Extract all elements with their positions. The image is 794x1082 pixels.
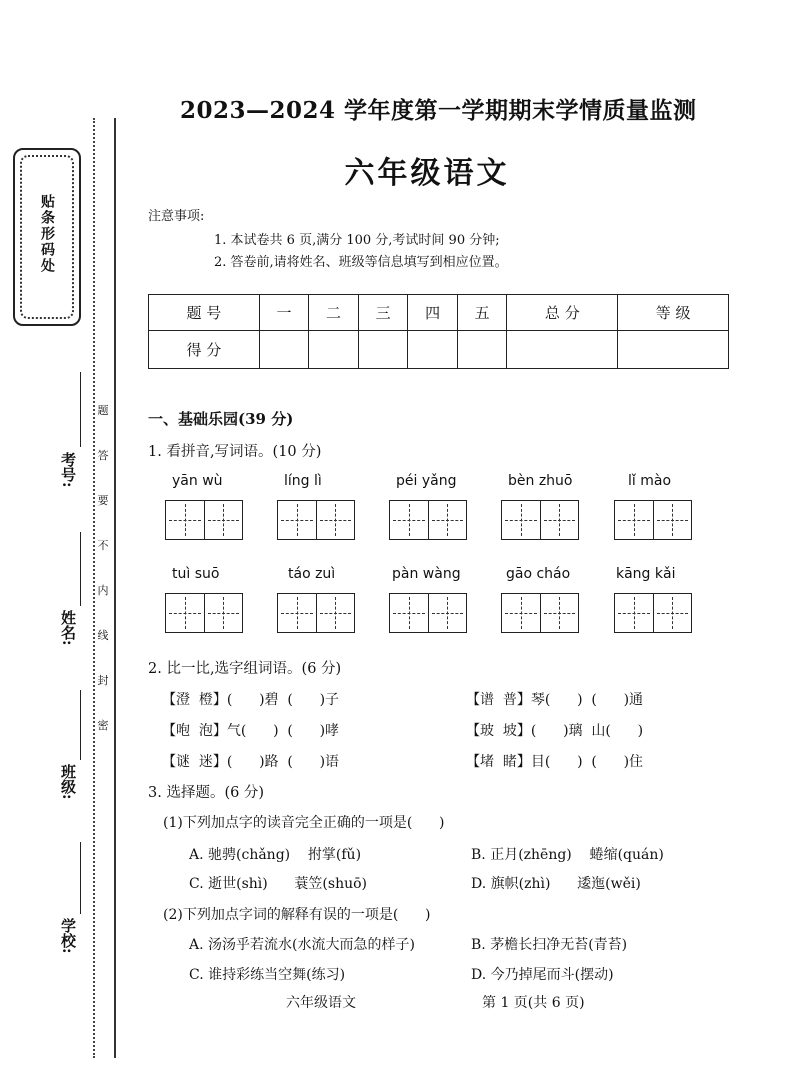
seal-char: 密 — [97, 719, 109, 732]
seal-char: 内 — [97, 584, 109, 597]
option-d: D. 旗帜(zhì) 逶迤(wěi) — [471, 876, 641, 892]
pinyin-label: líng lì — [284, 473, 322, 489]
seal-char: 线 — [97, 629, 109, 642]
score-header-cell: 三 — [358, 295, 408, 331]
q3-sub2-stem: (2)下列加点字词的解释有误的一项是( ) — [163, 907, 431, 923]
compare-item: 【玻 坡】( )璃 山( ) — [466, 723, 644, 739]
option-d: D. 今乃掉尾而斗(摆动) — [471, 967, 614, 983]
compare-item: 【澄 橙】( )碧 ( )子 — [162, 692, 340, 708]
tianzi-grid[interactable] — [277, 500, 355, 540]
school-field[interactable] — [80, 842, 81, 914]
pinyin-label: kāng kǎi — [616, 566, 676, 582]
option-a: A. 驰骋(chǎng) 拊掌(fǔ) — [189, 847, 362, 863]
seal-char: 不 — [97, 539, 109, 552]
score-header-cell: 等 级 — [618, 295, 729, 331]
option-c: C. 谁持彩练当空舞(练习) — [189, 967, 346, 983]
compare-item: 【谜 迷】( )路 ( )语 — [162, 754, 340, 770]
seal-char: 要 — [97, 494, 109, 507]
compare-item: 【堵 睹】目( ) ( )住 — [466, 754, 644, 770]
q3-prompt: 3. 选择题。(6 分) — [148, 785, 265, 801]
tianzi-grid[interactable] — [501, 593, 579, 633]
score-header-cell: 题 号 — [149, 295, 260, 331]
pinyin-label: táo zuì — [288, 566, 336, 582]
seal-char: 题 — [97, 404, 109, 417]
tianzi-grid[interactable] — [389, 593, 467, 633]
pinyin-label: pàn wàng — [392, 566, 461, 582]
footer-subject: 六年级语文 — [286, 995, 356, 1011]
note-item: 2. 答卷前,请将姓名、班级等信息填写到相应位置。 — [214, 255, 508, 270]
notes-heading: 注意事项: — [148, 209, 205, 224]
compare-item: 【咆 泡】气( ) ( )哮 — [162, 723, 340, 739]
seal-char: 封 — [97, 674, 109, 687]
pinyin-label: lǐ mào — [628, 473, 672, 489]
exam-title: 2023—2024 学年度第一学期期末学情质量监测 — [180, 97, 697, 124]
class-label: 班级: — [59, 764, 77, 800]
binding-dotted-line — [93, 118, 95, 1058]
q2-prompt: 2. 比一比,选字组词语。(6 分) — [148, 661, 342, 677]
pinyin-label: bèn zhuō — [508, 473, 573, 489]
score-table — [148, 294, 729, 369]
footer-page-number: 第 1 页(共 6 页) — [482, 995, 585, 1011]
tianzi-grid[interactable] — [165, 500, 243, 540]
name-field[interactable] — [80, 532, 81, 606]
q1-prompt: 1. 看拼音,写词语。(10 分) — [148, 444, 322, 460]
tianzi-grid[interactable] — [614, 593, 692, 633]
score-cell[interactable] — [618, 331, 729, 369]
score-cell[interactable] — [457, 331, 507, 369]
score-cell[interactable] — [408, 331, 458, 369]
pinyin-label: gāo cháo — [506, 566, 571, 582]
tianzi-grid[interactable] — [389, 500, 467, 540]
score-cell[interactable] — [309, 331, 359, 369]
score-header-cell: 二 — [309, 295, 359, 331]
pinyin-label: yān wù — [172, 473, 223, 489]
barcode-label: 贴条形码处 — [39, 194, 55, 274]
option-a: A. 汤汤乎若流水(水流大而急的样子) — [189, 937, 415, 953]
exam-number-field[interactable] — [80, 372, 81, 447]
seal-line-text — [96, 405, 110, 731]
section-title: 一、基础乐园(39 分) — [148, 410, 294, 428]
score-cell[interactable] — [259, 331, 309, 369]
exam-number-label: 考号: — [59, 452, 77, 488]
option-b: B. 正月(zhēng) 蜷缩(quán) — [471, 847, 664, 863]
score-header-cell: 总 分 — [507, 295, 618, 331]
score-cell[interactable] — [358, 331, 408, 369]
tianzi-grid[interactable] — [165, 593, 243, 633]
name-label: 姓名: — [59, 610, 77, 646]
tianzi-grid[interactable] — [614, 500, 692, 540]
pinyin-label: péi yǎng — [396, 473, 457, 489]
score-row-label: 得 分 — [149, 331, 260, 369]
score-cell[interactable] — [507, 331, 618, 369]
tianzi-grid[interactable] — [277, 593, 355, 633]
score-header-cell: 四 — [408, 295, 458, 331]
class-field[interactable] — [80, 690, 81, 760]
school-label: 学校: — [59, 918, 77, 954]
compare-item: 【谱 普】琴( ) ( )通 — [466, 692, 644, 708]
note-item: 1. 本试卷共 6 页,满分 100 分,考试时间 90 分钟; — [214, 233, 500, 248]
pinyin-label: tuì suō — [172, 566, 220, 582]
subject-title: 六年级语文 — [344, 156, 510, 191]
tianzi-grid[interactable] — [501, 500, 579, 540]
seal-char: 答 — [97, 449, 109, 462]
option-b: B. 茅檐长扫净无苔(青苔) — [471, 937, 628, 953]
score-header-cell: 五 — [457, 295, 507, 331]
q3-sub1-stem: (1)下列加点字的读音完全正确的一项是( ) — [163, 815, 445, 831]
option-c: C. 逝世(shì) 蓑笠(shuō) — [189, 876, 367, 892]
binding-solid-line — [114, 118, 116, 1058]
score-header-cell: 一 — [259, 295, 309, 331]
